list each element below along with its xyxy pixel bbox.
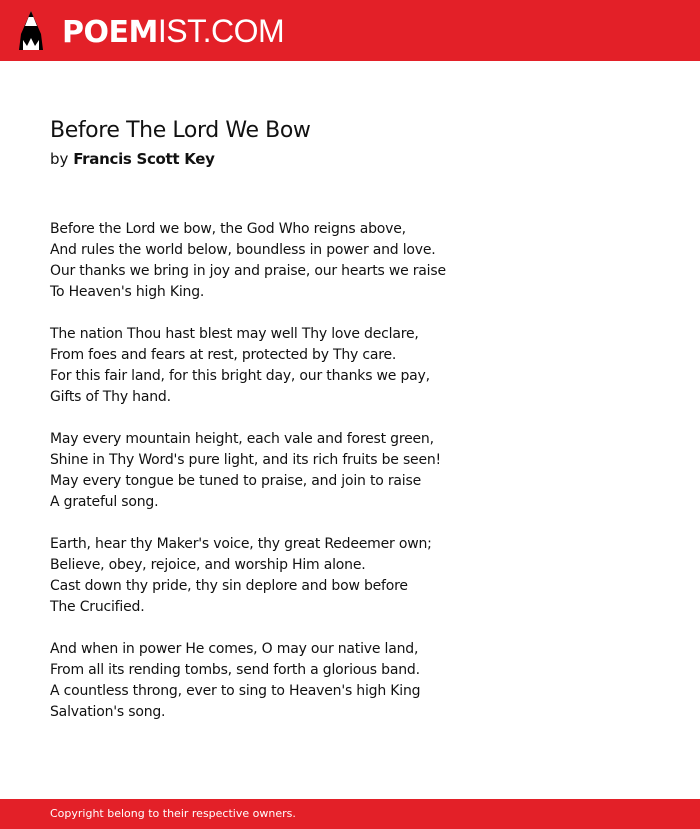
logo-text-strong: POEM	[62, 15, 158, 50]
poem-author[interactable]: Francis Scott Key	[73, 150, 215, 168]
poem-line: From foes and fears at rest, protected by Thy care.	[50, 347, 397, 363]
poem-line: For this fair land, for this bright day, our thanks we pay,	[50, 368, 430, 384]
poem-line: And rules the world below, boundless in power and love.	[50, 242, 436, 258]
site-footer	[0, 799, 700, 829]
poem-line: Our thanks we bring in joy and praise, our hearts we raise	[50, 263, 446, 279]
poem-title: Before The Lord We Bow	[50, 118, 311, 143]
poem-line: Cast down thy pride, thy sin deplore and bow before	[50, 578, 408, 594]
poem-line: Before the Lord we bow, the God Who reigns above,	[50, 221, 406, 237]
poem-line: The Crucified.	[50, 599, 145, 615]
copyright-notice: Copyright belong to their respective owners.	[50, 807, 296, 820]
poem-line: May every tongue be tuned to praise, and join to raise	[50, 473, 422, 489]
stanza-3	[50, 429, 650, 513]
stanza-5	[50, 639, 650, 723]
site-header	[0, 0, 700, 61]
logo-text-light: IST.COM	[157, 13, 285, 49]
poem-line: To Heaven's high King.	[50, 284, 205, 300]
poem-line: Earth, hear thy Maker's voice, thy great Redeemer own;	[50, 536, 432, 552]
poem-line: And when in power He comes, O may our native land,	[50, 641, 419, 657]
poem-line: Believe, obey, rejoice, and worship Him alone.	[50, 557, 366, 573]
poem-line: A countless throng, ever to sing to Heaven's high King	[50, 683, 421, 699]
poem-line: May every mountain height, each vale and forest green,	[50, 431, 434, 447]
poem-line: Shine in Thy Word's pure light, and its rich fruits be seen!	[50, 452, 441, 468]
stanza-1	[50, 219, 650, 303]
poem-line: From all its rending tombs, send forth a glorious band.	[50, 662, 420, 678]
poem-body	[50, 219, 650, 744]
poem-line: Gifts of Thy hand.	[50, 389, 171, 405]
poem-byline	[50, 148, 215, 170]
stanza-2	[50, 324, 650, 408]
by-label: by	[50, 150, 69, 168]
site-logo[interactable]	[62, 11, 284, 53]
pencil-icon[interactable]	[18, 10, 44, 52]
poem-line: A grateful song.	[50, 494, 159, 510]
stanza-4	[50, 534, 650, 618]
poem-line: The nation Thou hast blest may well Thy love declare,	[50, 326, 419, 342]
poem-line: Salvation's song.	[50, 704, 166, 720]
